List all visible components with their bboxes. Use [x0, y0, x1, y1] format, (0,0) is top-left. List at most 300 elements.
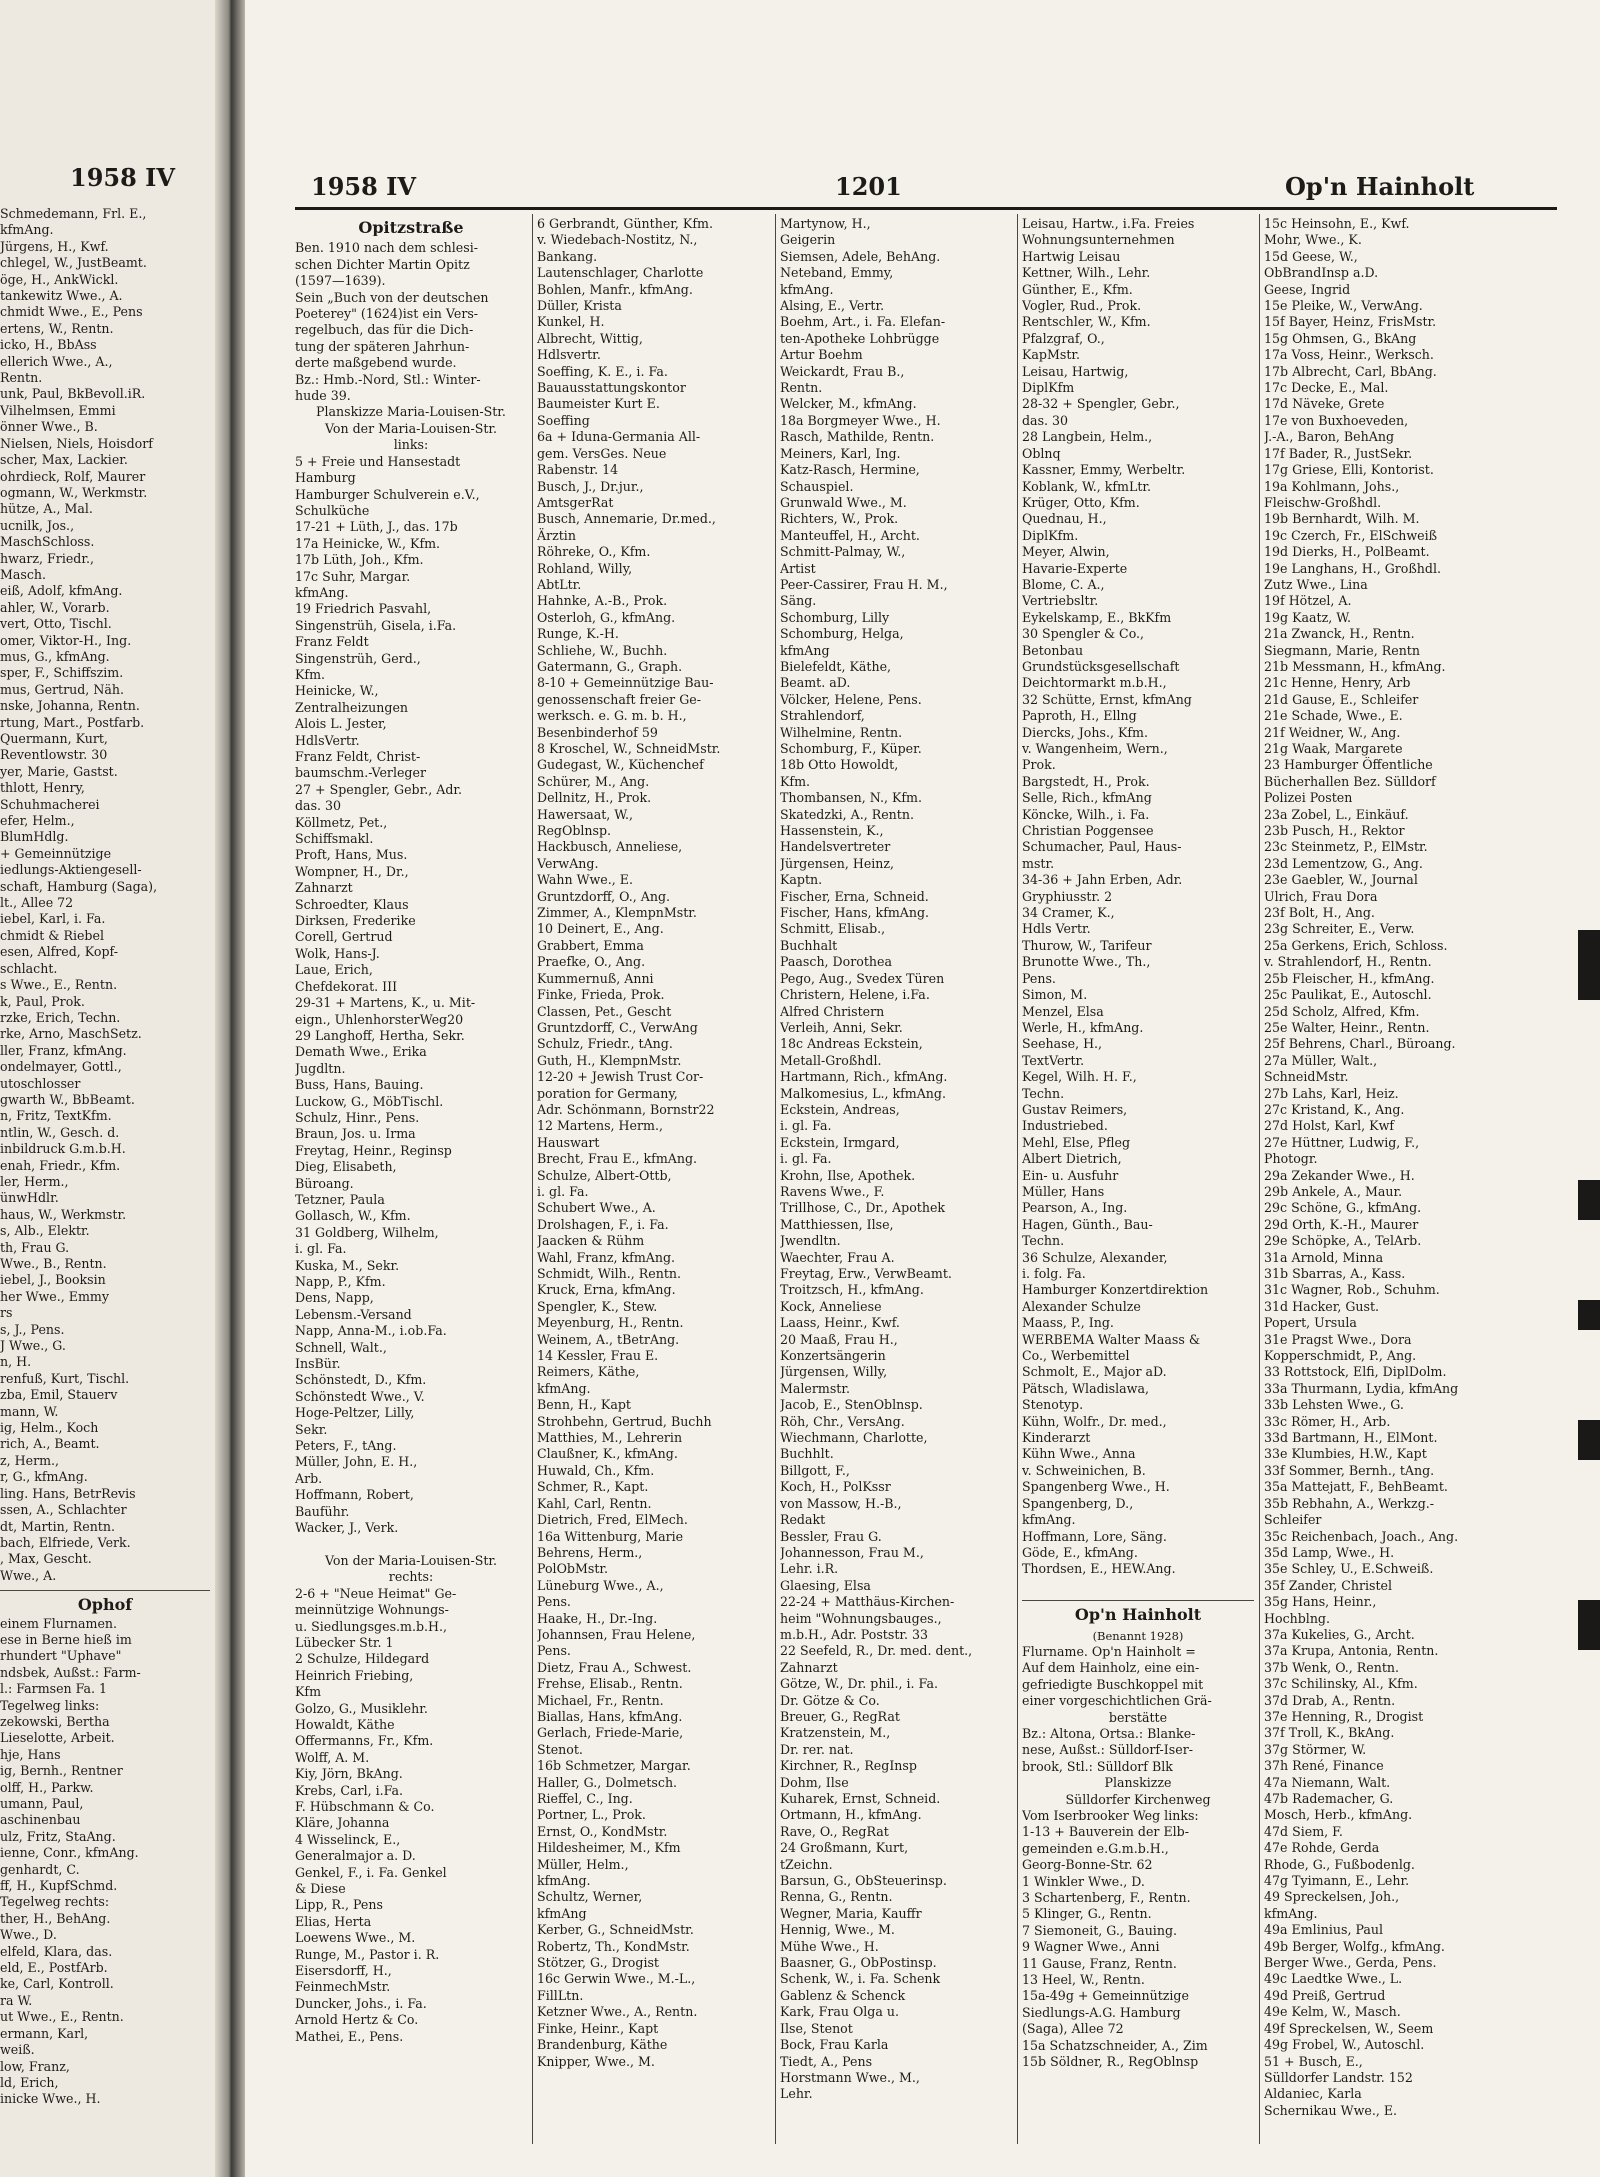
directory-entry: Ulrich, Frau Dora	[1264, 888, 1378, 904]
directory-entry: PolObMstr.	[537, 1561, 609, 1577]
directory-entry: 17-21 + Lüth, J., das. 17b	[295, 519, 458, 535]
directory-entry: Johannsen, Frau Helene,	[537, 1626, 696, 1642]
directory-entry: Alexander Schulze	[1022, 1298, 1141, 1314]
left-page-line: Schuhmacherei	[0, 796, 100, 812]
directory-entry: 18c Andreas Eckstein,	[780, 1036, 923, 1052]
left-page-line: n, Fritz, TextKfm.	[0, 1108, 112, 1124]
directory-entry: Ilse, Stenot	[780, 2020, 853, 2036]
directory-entry: Schroedter, Klaus	[295, 896, 409, 912]
directory-entry: ObBrandInsp a.D.	[1264, 265, 1379, 281]
directory-column-3	[780, 216, 1012, 2103]
left-page-line: genhardt, C.	[0, 1861, 80, 1877]
directory-entry: 21f Weidner, W., Ang.	[1264, 724, 1401, 740]
directory-entry: 37a Kukelies, G., Archt.	[1264, 1626, 1415, 1642]
left-page-line: rtung, Mart., Postfarb.	[0, 714, 145, 730]
directory-entry: Köncke, Wilh., i. Fa.	[1022, 806, 1150, 822]
directory-entry: Schmolt, E., Major aD.	[1022, 1364, 1167, 1380]
directory-entry: Redakt	[780, 1512, 826, 1528]
directory-entry: Kerber, G., SchneidMstr.	[537, 1922, 694, 1938]
directory-entry: Busch, Annemarie, Dr.med.,	[537, 511, 716, 527]
directory-entry: Prok.	[1022, 757, 1056, 773]
directory-entry: 31a Arnold, Minna	[1264, 1249, 1384, 1265]
left-page-line: iebel, Karl, i. Fa.	[0, 911, 106, 927]
index-tab-mark	[1578, 1300, 1600, 1330]
directory-entry: 25d Scholz, Alfred, Kfm.	[1264, 1003, 1420, 1019]
directory-entry: Meiners, Karl, Ing.	[780, 445, 901, 461]
section-divider	[0, 1590, 210, 1591]
directory-entry: Finke, Frieda, Prok.	[537, 987, 665, 1003]
directory-entry: Spengler, K., Stew.	[537, 1298, 658, 1314]
directory-entry: 17c Suhr, Margar.	[295, 568, 411, 584]
index-tab-mark	[1578, 1420, 1600, 1460]
directory-entry: 33f Sommer, Bernh., tAng.	[1264, 1462, 1435, 1478]
left-page-line: esen, Alfred, Kopf-	[0, 944, 118, 960]
directory-entry: meinnützige Wohnungs-	[295, 1602, 449, 1618]
directory-entry: 49 Spreckelsen, Joh.,	[1264, 1889, 1400, 1905]
directory-entry: 17g Griese, Elli, Kontorist.	[1264, 462, 1434, 478]
directory-entry: Ein- u. Ausfuhr	[1022, 1167, 1119, 1183]
directory-entry: 21g Waak, Margarete	[1264, 741, 1403, 756]
directory-entry: Ortmann, H., kfmAng.	[780, 1807, 922, 1823]
directory-entry: Techn.	[1022, 1233, 1065, 1249]
directory-entry: Napp, P., Kfm.	[295, 1274, 386, 1289]
directory-entry: 23 Hamburger Öffentliche	[1264, 757, 1433, 773]
directory-entry: 33 Rottstock, Elfi, DiplDolm.	[1264, 1364, 1447, 1380]
directory-entry: 25b Fleischer, H., kfmAng.	[1264, 970, 1435, 986]
directory-entry: Corell, Gertrud	[295, 929, 393, 945]
index-tab-mark	[1578, 1600, 1600, 1650]
directory-entry: kfmAng	[537, 1905, 587, 1921]
directory-entry: Gollasch, W., Kfm.	[295, 1208, 411, 1224]
directory-entry: 23f Bolt, H., Ang.	[1264, 905, 1375, 921]
street-heading: Op'n Hainholt	[1074, 1607, 1202, 1624]
directory-entry: Mosch, Herb., kfmAng.	[1264, 1807, 1413, 1823]
directory-entry: Lehr. i.R.	[780, 1561, 839, 1577]
directory-entry: Bock, Frau Karla	[780, 2037, 889, 2053]
directory-entry: Neteband, Emmy,	[780, 265, 894, 281]
directory-entry: 28-32 + Spengler, Gebr.,	[1022, 396, 1180, 412]
directory-entry: Grabbert, Emma	[537, 937, 644, 953]
directory-entry: Selle, Rich., kfmAng	[1022, 790, 1152, 806]
directory-entry: Zimmer, A., KlempnMstr.	[537, 905, 697, 921]
directory-entry: Röhreke, O., Kfm.	[537, 544, 651, 560]
directory-entry: Haake, H., Dr.-Ing.	[537, 1610, 658, 1626]
directory-entry: Beamt. aD.	[780, 675, 851, 691]
directory-entry: Havarie-Experte	[1022, 560, 1128, 576]
left-page-line: chlegel, W., JustBeamt.	[0, 255, 147, 271]
directory-entry: Vertriebsltr.	[1022, 593, 1099, 609]
directory-entry: Bz.: Altona, Ortsa.: Blanke-	[1022, 1725, 1196, 1741]
directory-entry: Schmer, R., Kapt.	[537, 1479, 649, 1495]
directory-entry: Rieffel, C., Ing.	[537, 1791, 633, 1806]
directory-entry: Peters, F., tAng.	[295, 1438, 397, 1454]
directory-entry: Polizei Posten	[1264, 790, 1353, 806]
left-page-line: vert, Otto, Tischl.	[0, 616, 112, 632]
directory-entry: Weinem, A., tBetrAng.	[537, 1331, 680, 1347]
directory-entry: 37a Krupa, Antonia, Rentn.	[1264, 1643, 1439, 1659]
left-page-line: aschinenbau	[0, 1812, 81, 1828]
directory-entry: Schmitt-Palmay, W.,	[780, 544, 906, 560]
directory-entry: Classen, Pet., Gescht	[537, 1003, 672, 1019]
directory-entry: Napp, Anna-M., i.ob.Fa.	[295, 1323, 447, 1339]
directory-entry: Tiedt, A., Pens	[780, 2053, 873, 2069]
left-page-line: l.: Farmsen Fa. 1	[0, 1681, 108, 1697]
direction-note: links:	[393, 437, 429, 453]
directory-entry: Arb.	[295, 1470, 323, 1486]
column-divider	[1017, 214, 1018, 2144]
left-page-line: zba, Emil, Stauerv	[0, 1387, 118, 1403]
directory-entry: Lebensm.-Versand	[295, 1306, 412, 1322]
directory-entry: Popert, Ursula	[1264, 1315, 1357, 1331]
directory-entry: Georg-Bonne-Str. 62	[1022, 1857, 1153, 1873]
directory-entry: Buchhalt	[780, 937, 838, 953]
directory-entry: Metall-Großhdl.	[780, 1052, 882, 1068]
left-page-column	[0, 206, 210, 2108]
directory-entry: 29c Schöne, G., kfmAng.	[1264, 1200, 1422, 1216]
right-page	[245, 0, 1600, 2177]
directory-entry: Eisersdorff, H.,	[295, 1963, 392, 1979]
directory-entry: u. Siedlungsges.m.b.H.,	[295, 1618, 448, 1634]
directory-entry: 4 Wisselinck, E.,	[295, 1831, 401, 1847]
directory-entry: Büroang.	[295, 1175, 354, 1191]
directory-entry: Ravens Wwe., F.	[780, 1183, 885, 1199]
directory-entry: Jwendltn.	[780, 1233, 841, 1249]
directory-entry: 22 Seefeld, R., Dr. med. dent.,	[780, 1643, 973, 1659]
left-page-line: nske, Johanna, Rentn.	[0, 698, 140, 714]
directory-entry: einer vorgeschichtlichen Grä-	[1022, 1693, 1212, 1709]
left-page-line: MaschSchloss.	[0, 534, 95, 550]
directory-entry: Co., Werbemittel	[1022, 1348, 1130, 1364]
directory-entry: Brandenburg, Käthe	[537, 2037, 668, 2053]
directory-entry: 35e Schley, U., E.Schweiß.	[1264, 1561, 1434, 1577]
left-page-line: her Wwe., Emmy	[0, 1288, 109, 1304]
left-page-line: s Wwe., E., Rentn.	[0, 977, 118, 993]
directory-entry: Lübecker Str. 1	[295, 1634, 394, 1650]
directory-entry: Thombansen, N., Kfm.	[780, 790, 922, 806]
directory-entry: 49f Spreckelsen, W., Seem	[1264, 2020, 1434, 2036]
directory-entry: 15b Söldner, R., RegOblnsp	[1022, 2054, 1199, 2070]
directory-entry: Siemsen, Adele, BehAng.	[780, 248, 941, 264]
direction-note: Von der Maria-Louisen-Str.	[324, 1552, 498, 1568]
directory-entry: 33c Römer, H., Arb.	[1264, 1413, 1391, 1429]
directory-entry: Völcker, Helene, Pens.	[780, 691, 922, 707]
directory-entry: Spangenberg, D.,	[1022, 1495, 1134, 1511]
direction-note: berstätte	[1108, 1709, 1168, 1725]
directory-entry: F. Hübschmann & Co.	[295, 1799, 435, 1814]
directory-entry: Stötzer, G., Drogist	[537, 1955, 659, 1971]
directory-entry: 25f Behrens, Charl., Büroang.	[1264, 1036, 1456, 1052]
directory-entry: Baumeister Kurt E.	[537, 396, 660, 412]
directory-entry: 1-13 + Bauverein der Elb-	[1022, 1824, 1189, 1840]
directory-entry: Siedlungs-A.G. Hamburg	[1022, 2004, 1181, 2020]
directory-entry: 23e Gaebler, W., Journal	[1264, 872, 1418, 888]
directory-entry: Chefdekorat. III	[295, 978, 398, 994]
directory-entry: von Massow, H.-B.,	[780, 1495, 902, 1511]
directory-entry: Kratzenstein, M.,	[780, 1725, 891, 1741]
left-page-line: önner Wwe., B.	[0, 419, 98, 435]
directory-entry	[1022, 1578, 1254, 1594]
left-page-line: s, J., Pens.	[0, 1321, 65, 1337]
directory-entry: i. gl. Fa.	[780, 1151, 832, 1167]
left-page-line: ra W.	[0, 1992, 33, 2008]
left-page-line: Reventlowstr. 30	[0, 747, 108, 763]
directory-entry: 27b Lahs, Karl, Heiz.	[1264, 1085, 1399, 1101]
directory-entry: Artist	[780, 560, 816, 576]
left-page-line: tankewitz Wwe., A.	[0, 288, 123, 304]
directory-entry: 19f Hötzel, A.	[1264, 593, 1352, 609]
directory-entry: 37f Troll, K., BkAng.	[1264, 1725, 1395, 1741]
left-page-line: rzke, Erich, Techn.	[0, 1009, 121, 1025]
left-page-line: utoschlosser	[0, 1075, 81, 1091]
directory-entry: Auf dem Hainholz, eine ein-	[1022, 1660, 1200, 1676]
directory-entry: 31c Wagner, Rob., Schuhm.	[1264, 1282, 1440, 1298]
left-page-line: weiß.	[0, 2042, 35, 2058]
directory-entry: DiplKfm.	[1022, 527, 1079, 543]
directory-entry: eign., UhlenhorsterWeg20	[295, 1011, 464, 1027]
directory-entry: Demath Wwe., Erika	[295, 1044, 427, 1060]
directory-entry: Martynow, H.,	[780, 216, 871, 231]
directory-entry: Hahnke, A.-B., Prok.	[537, 593, 668, 609]
directory-entry: Glaesing, Elsa	[780, 1577, 871, 1593]
directory-entry: 31d Hacker, Gust.	[1264, 1298, 1380, 1314]
directory-entry: Müller, John, E. H.,	[295, 1454, 418, 1470]
left-page-line: ertens, W., Rentn.	[0, 320, 114, 336]
left-page-line: chmidt & Riebel	[0, 927, 104, 943]
directory-entry: Vogler, Rud., Prok.	[1022, 298, 1142, 314]
directory-entry: Pens.	[1022, 970, 1056, 986]
directory-entry: 29-31 + Martens, K., u. Mit-	[295, 995, 476, 1011]
left-page-line: chmidt Wwe., E., Pens	[0, 304, 143, 320]
direction-note: Planskizze	[1104, 1775, 1172, 1791]
directory-entry: 37h René, Finance	[1264, 1758, 1384, 1774]
left-page-line: schaft, Hamburg (Saga),	[0, 878, 158, 894]
directory-entry: Hdls Vertr.	[1022, 921, 1091, 937]
street-subheading: (Benannt 1928)	[1092, 1628, 1184, 1643]
directory-entry: Schmidt, Wilh., Rentn.	[537, 1266, 682, 1281]
directory-entry: Grundstücksgesellschaft	[1022, 658, 1180, 674]
directory-entry: 37c Schilinsky, Al., Kfm.	[1264, 1676, 1418, 1692]
directory-entry: Troitzsch, H., kfmAng.	[780, 1282, 924, 1298]
directory-entry: Mühe Wwe., H.	[780, 1938, 879, 1954]
directory-entry: Rabenstr. 14	[537, 462, 619, 478]
directory-entry: Lipp, R., Pens	[295, 1897, 383, 1913]
directory-entry: Hagen, Günth., Bau-	[1022, 1216, 1153, 1232]
directory-entry: Wohnungsunternehmen	[1022, 232, 1175, 248]
directory-entry: 15d Geese, W.,	[1264, 248, 1358, 264]
left-page-line: hütze, A., Mal.	[0, 501, 93, 517]
directory-entry: Richters, W., Prok.	[780, 511, 899, 527]
directory-entry: Johannesson, Frau M.,	[780, 1544, 924, 1560]
left-page-line: omer, Viktor-H., Ing.	[0, 632, 132, 648]
directory-entry: 23g Schreiter, E., Verw.	[1264, 921, 1415, 937]
directory-entry: (1597—1639).	[295, 273, 386, 289]
directory-entry: Flurname. Op'n Hainholt =	[1022, 1643, 1196, 1659]
left-page-line: ut Wwe., E., Rentn.	[0, 2009, 124, 2025]
left-page-line: ld, Erich,	[0, 2074, 59, 2090]
directory-entry: Schomburg, Lilly	[780, 609, 890, 625]
directory-entry: 15c Heinsohn, E., Kwf.	[1264, 216, 1410, 231]
left-page-line: ndsbek, Außst.: Farm-	[0, 1664, 141, 1680]
directory-entry: Hochblng.	[1264, 1610, 1330, 1626]
directory-entry: Gatermann, G., Graph.	[537, 658, 683, 674]
directory-entry: Zahnarzt	[295, 880, 353, 896]
directory-entry: Manteuffel, H., Archt.	[780, 527, 920, 543]
directory-entry: Göde, E., kfmAng.	[1022, 1544, 1138, 1560]
directory-entry: 35d Lamp, Wwe., H.	[1264, 1544, 1395, 1560]
directory-entry: Jürgensen, Heinz,	[780, 855, 895, 871]
directory-entry: Strahlendorf,	[780, 708, 865, 724]
directory-entry: 21d Gause, E., Schleifer	[1264, 691, 1419, 707]
directory-entry: Schnell, Walt.,	[295, 1339, 387, 1355]
left-page-line: ther, H., BehAng.	[0, 1910, 111, 1926]
directory-entry: Breuer, G., RegRat	[780, 1708, 900, 1724]
directory-entry: 49e Kelm, W., Masch.	[1264, 2004, 1401, 2020]
directory-column-4	[1022, 216, 1254, 2071]
left-page-line: ese in Berne hieß im	[0, 1631, 132, 1647]
directory-entry: Bessler, Frau G.	[780, 1528, 882, 1544]
left-page-line: ohrdieck, Rolf, Maurer	[0, 468, 146, 484]
directory-entry: Alois L. Jester,	[295, 716, 387, 732]
left-page-line: iedlungs-Aktiengesell-	[0, 862, 142, 878]
directory-entry: gemeinden e.G.m.b.H.,	[1022, 1840, 1169, 1856]
section-divider	[1022, 1600, 1254, 1601]
directory-entry: 49c Laedtke Wwe., L.	[1264, 1971, 1403, 1987]
left-page-line: ling. Hans, BetrRevis	[0, 1485, 136, 1501]
directory-entry: 23d Lementzow, G., Ang.	[1264, 855, 1423, 871]
directory-entry: Schernikau Wwe., E.	[1264, 2102, 1398, 2118]
directory-entry: KapMstr.	[1022, 347, 1081, 363]
directory-entry: Hoffmann, Lore, Säng.	[1022, 1528, 1167, 1544]
left-page-line: th, Frau G.	[0, 1239, 70, 1255]
directory-entry: Drolshagen, F., i. Fa.	[537, 1216, 669, 1232]
directory-entry: Schauspiel.	[780, 478, 854, 494]
directory-entry: Barsun, G., ObSteuerinsp.	[780, 1873, 947, 1889]
directory-entry: 19e Langhans, H., Großhdl.	[1264, 560, 1441, 576]
directory-entry: Hoffmann, Robert,	[295, 1487, 414, 1503]
directory-entry: Krohn, Ilse, Apothek.	[780, 1167, 916, 1183]
directory-entry: das. 30	[295, 798, 342, 814]
directory-entry: Kühn, Wolfr., Dr. med.,	[1022, 1413, 1167, 1429]
directory-entry: Sülldorfer Landstr. 152	[1264, 2069, 1413, 2085]
directory-entry: Jugdltn.	[295, 1060, 346, 1076]
directory-entry: 35a Mattejatt, F., BehBeamt.	[1264, 1479, 1448, 1495]
directory-entry: Schultz, Werner,	[537, 1889, 643, 1905]
directory-entry: Waechter, Frau A.	[780, 1249, 895, 1265]
directory-entry: Lüneburg Wwe., A.,	[537, 1577, 664, 1593]
left-page-line: scher, Max, Lackier.	[0, 452, 128, 468]
directory-entry: Gruntzdorff, C., VerwAng	[537, 1019, 698, 1035]
directory-entry: 12 Martens, Herm.,	[537, 1118, 663, 1134]
directory-entry: 29e Schöpke, A., TelArb.	[1264, 1233, 1422, 1249]
directory-entry: Portner, L., Prok.	[537, 1807, 646, 1823]
left-page-line: inicke Wwe., H.	[0, 2091, 101, 2107]
directory-entry: Wolff, A. M.	[295, 1749, 370, 1765]
directory-entry: Wacker, J., Verk.	[295, 1520, 399, 1536]
directory-entry: Blome, C. A.,	[1022, 576, 1105, 592]
left-page-line: iebel, J., Booksin	[0, 1272, 106, 1288]
directory-entry: Schomburg, F., Küper.	[780, 741, 922, 756]
directory-entry: Paproth, H., Ellng	[1022, 708, 1137, 724]
directory-entry: kfmAng.	[1022, 1512, 1076, 1528]
left-page-line: haus, W., Werkmstr.	[0, 1206, 127, 1222]
directory-entry: 34-36 + Jahn Erben, Adr.	[1022, 872, 1183, 888]
directory-entry: 27c Kristand, K., Ang.	[1264, 1101, 1405, 1117]
directory-entry: Hawersaat, W.,	[537, 806, 634, 822]
left-page-line: Schmedemann, Frl. E.,	[0, 206, 147, 221]
directory-entry: Luckow, G., MöbTischl.	[295, 1093, 444, 1109]
directory-entry: 47d Siem, F.	[1264, 1823, 1343, 1839]
directory-entry: i. gl. Fa.	[295, 1241, 347, 1257]
directory-entry: Schmitt, Elisab.,	[780, 921, 886, 937]
left-page-line: ntlin, W., Gesch. d.	[0, 1124, 120, 1140]
directory-entry: (Saga), Allee 72	[1022, 2021, 1124, 2037]
directory-entry: Kegel, Wilh. H. F.,	[1022, 1069, 1137, 1085]
directory-entry: Hildesheimer, M., Kfm	[537, 1840, 681, 1856]
directory-entry: 18a Borgmeyer Wwe., H.	[780, 412, 941, 428]
left-page-line: renfuß, Kurt, Tischl.	[0, 1370, 130, 1386]
directory-entry: 7 Siemoneit, G., Bauing.	[1022, 1922, 1178, 1938]
directory-entry: Kläre, Johanna	[295, 1815, 390, 1831]
directory-entry: 19g Kaatz, W.	[1264, 609, 1351, 625]
left-page-line: k, Paul, Prok.	[0, 993, 85, 1009]
directory-entry: v. Wiedebach-Nostitz, N.,	[537, 232, 698, 248]
left-page-line: Wwe., A.	[0, 1567, 57, 1583]
directory-entry: Guth, H., KlempnMstr.	[537, 1052, 682, 1068]
directory-entry: Soeffing, K. E., i. Fa.	[537, 363, 668, 379]
directory-entry: Franz Feldt	[295, 634, 369, 650]
left-page-line: Wwe., D.	[0, 1927, 57, 1943]
page-number: 1201	[835, 172, 902, 201]
directory-entry: Finke, Heinr., Kapt	[537, 2020, 659, 2036]
section-title: Ophof	[77, 1597, 133, 1614]
directory-entry: Howaldt, Käthe	[295, 1716, 395, 1732]
directory-entry: Oblnq	[1022, 445, 1061, 461]
directory-entry: Ernst, O., KondMstr.	[537, 1823, 668, 1839]
directory-entry: Gryphiusstr. 2	[1022, 888, 1113, 904]
directory-entry: 49a Emlinius, Paul	[1264, 1922, 1384, 1938]
directory-entry: 31 Goldberg, Wilhelm,	[295, 1224, 439, 1240]
left-page-line: ssen, A., Schlachter	[0, 1502, 127, 1518]
directory-entry: Diercks, Johs., Kfm.	[1022, 724, 1148, 740]
direction-note: Von der Maria-Louisen-Str.	[324, 420, 498, 436]
directory-entry: Loewens Wwe., M.	[295, 1930, 416, 1946]
directory-entry: schen Dichter Martin Opitz	[295, 256, 470, 272]
directory-entry: Rentn.	[780, 380, 823, 396]
left-page-line: low, Franz,	[0, 2058, 70, 2074]
directory-entry: Claußner, K., kfmAng.	[537, 1446, 678, 1462]
directory-entry: Bücherhallen Bez. Sülldorf	[1264, 773, 1436, 789]
directory-entry: 30 Spengler & Co.,	[1022, 626, 1145, 642]
directory-entry: Kassner, Emmy, Werbeltr.	[1022, 462, 1186, 478]
directory-entry: Seehase, H.,	[1022, 1036, 1103, 1052]
directory-entry: Fischer, Hans, kfmAng.	[780, 905, 930, 921]
directory-entry: 12-20 + Jewish Trust Cor-	[537, 1069, 704, 1085]
directory-entry: Strohbehn, Gertrud, Buchh	[537, 1413, 712, 1429]
left-page-line: eiß, Adolf, kfmAng.	[0, 583, 123, 599]
directory-entry: 23b Pusch, H., Rektor	[1264, 823, 1405, 839]
directory-entry: 29a Zekander Wwe., H.	[1264, 1167, 1415, 1183]
directory-entry: Matthiessen, Ilse,	[780, 1216, 894, 1232]
directory-entry: Dietrich, Fred, ElMech.	[537, 1512, 688, 1528]
directory-entry: Baasner, G., ObPostinsp.	[780, 1955, 937, 1971]
directory-entry: 17a Voss, Heinr., Werksch.	[1264, 347, 1434, 363]
left-page-line: Tegelweg links:	[0, 1697, 100, 1713]
directory-entry: Eckstein, Andreas,	[780, 1101, 900, 1117]
directory-entry: 25c Paulikat, E., Autoschl.	[1264, 987, 1432, 1003]
left-page-line: Nielsen, Niels, Hoisdorf	[0, 435, 153, 451]
directory-entry: 27a Müller, Walt.,	[1264, 1052, 1378, 1068]
directory-entry: 29 Langhoff, Hertha, Sekr.	[295, 1027, 465, 1043]
